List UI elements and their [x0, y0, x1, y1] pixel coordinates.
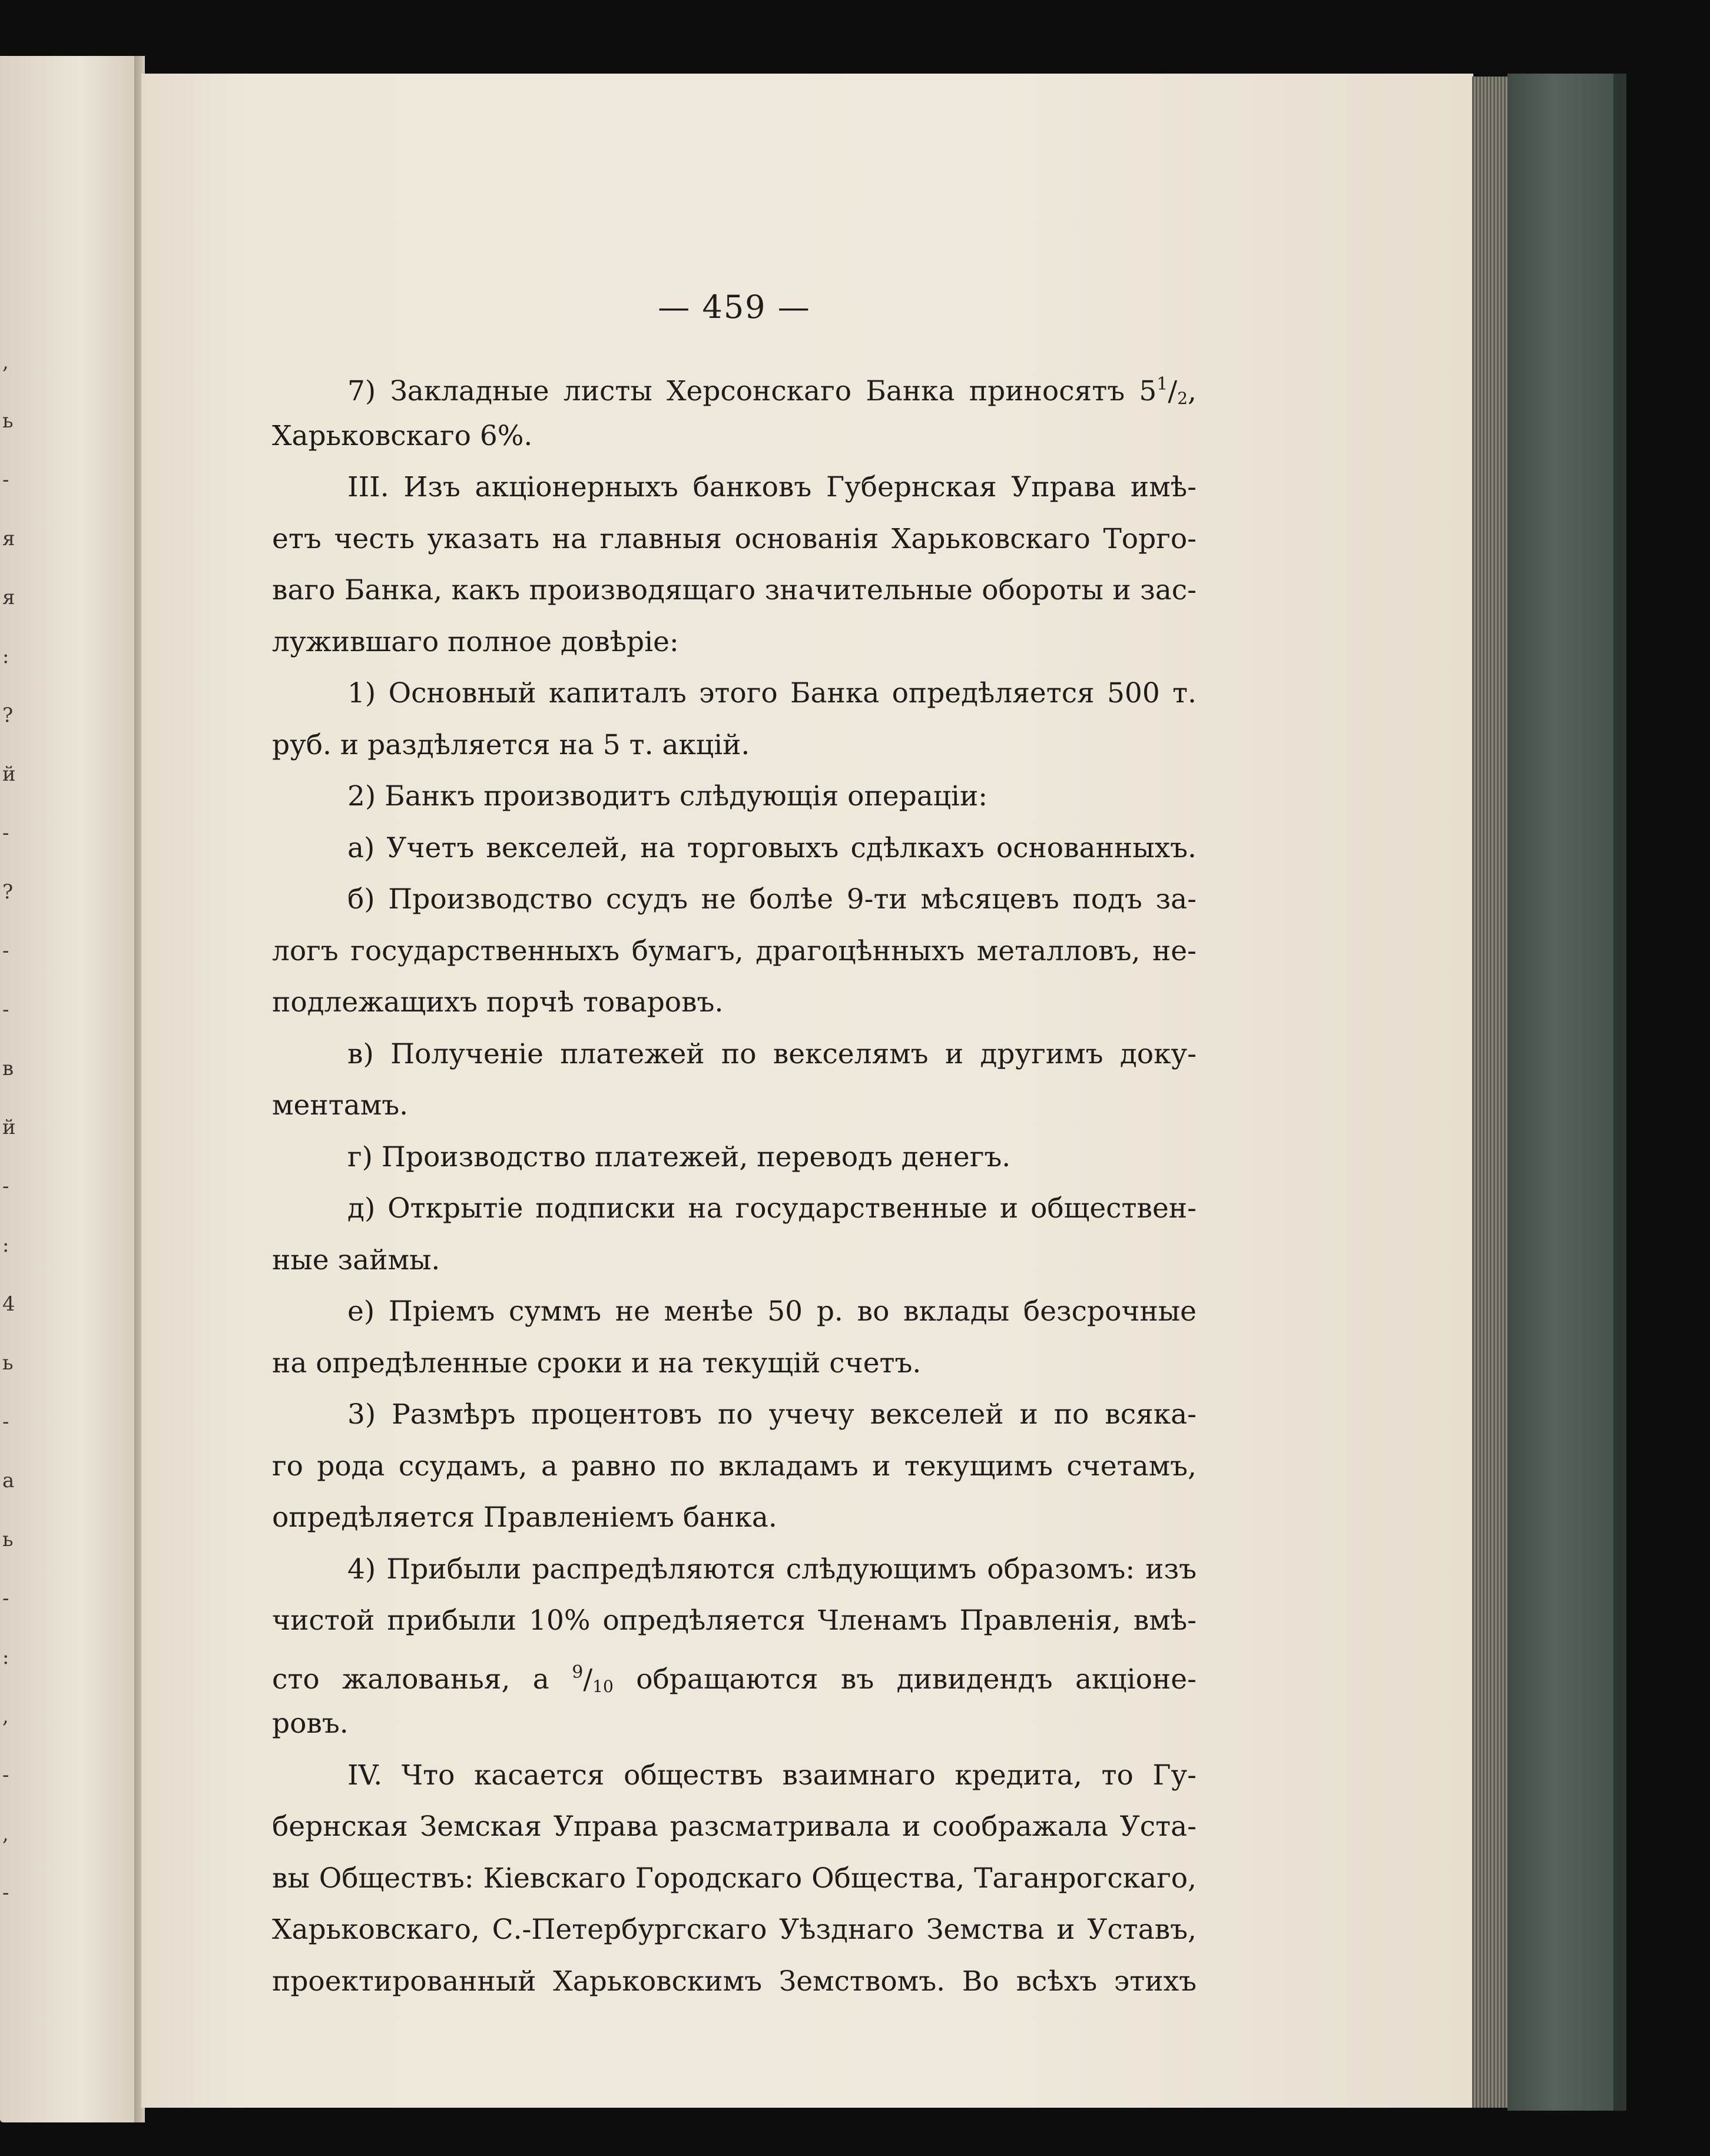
line-text: бернская Земская Управа разсматривала и соображала Уста-: [272, 1810, 1197, 1843]
left-margin-mark: -: [2, 1881, 9, 1905]
left-margin-mark: 4: [2, 1292, 15, 1316]
line-text: логъ государственныхъ бумагъ, драгоцѣнныхъ металловъ, не-: [272, 934, 1197, 967]
line-text: опредѣляется Правленіемъ банка.: [272, 1501, 777, 1534]
line-end: ,: [1188, 375, 1197, 407]
text-line: [272, 1132, 1197, 1183]
left-margin-mark: й: [2, 1116, 16, 1139]
line-text: проектированный Харьковскимъ Земствомъ. Во всѣхъ этихъ: [272, 1965, 1197, 1998]
page-text: [272, 288, 1197, 2007]
left-margin-mark: -: [2, 1410, 9, 1434]
line-text: в) Полученіе платежей по векселямъ и другимъ доку-: [347, 1037, 1197, 1070]
left-margin-mark: :: [2, 1233, 9, 1257]
left-margin-mark: ?: [2, 704, 14, 727]
line-text: 4) Прибыли распредѣляются слѣдующимъ образомъ: изъ: [347, 1553, 1197, 1586]
left-margin-marks: [0, 56, 18, 2122]
left-margin-mark: ь: [2, 409, 14, 433]
text-line: [272, 1801, 1197, 1853]
text-line: [272, 719, 1197, 771]
left-margin-mark: :: [2, 1646, 9, 1669]
left-margin-mark: :: [2, 645, 9, 668]
line-text: ные займы.: [272, 1243, 440, 1276]
line-text: 7) Закладные листы Херсонскаго Банка приносятъ 5: [347, 375, 1157, 407]
fraction-denominator: 2: [1177, 389, 1188, 408]
fraction-slash: /: [583, 1663, 593, 1696]
line-text: вы Обществъ: Кіевскаго Городскаго Общества, Таганрогскаго,: [272, 1862, 1197, 1895]
book-cover: [1507, 74, 1625, 2111]
left-margin-mark: -: [2, 468, 9, 492]
left-margin-mark: ,: [2, 1822, 9, 1846]
left-margin-mark: -: [2, 939, 9, 963]
text-line: [272, 822, 1197, 874]
line-text-after: обращаются въ дивидендъ акціоне-: [613, 1663, 1197, 1696]
line-text: III. Изъ акціонерныхъ банковъ Губернская Управа имѣ-: [347, 471, 1197, 503]
text-line: [272, 1183, 1197, 1235]
text-line: [272, 874, 1197, 926]
fraction-numerator: 9: [572, 1661, 584, 1683]
line-text: е) Пріемъ суммъ не менѣе 50 р. во вклады безсрочные: [347, 1295, 1197, 1328]
text-line: [272, 1904, 1197, 1956]
left-margin-mark: -: [2, 1763, 9, 1787]
fraction-denominator: 10: [592, 1676, 614, 1696]
text-line: [272, 1544, 1197, 1596]
left-margin-mark: в: [2, 1057, 14, 1080]
line-text: етъ честь указать на главныя основанія Харьковскаго Торго-: [272, 522, 1197, 555]
line-text: Харьковскаго, С.-Петербургскаго Уѣзднаго Земства и Уставъ,: [272, 1913, 1197, 1946]
line-text: 1) Основный капиталъ этого Банка опредѣляется 500 т.: [347, 677, 1197, 709]
line-text: а) Учетъ векселей, на торговыхъ сдѣлкахъ основанныхъ.: [347, 831, 1197, 864]
text-line: [272, 926, 1197, 977]
text-line: [272, 565, 1197, 616]
text-line: [272, 1492, 1197, 1544]
left-margin-mark: а: [2, 1469, 15, 1492]
text-line: [272, 1956, 1197, 2008]
left-page-edge: [0, 56, 134, 2122]
line-text: д) Открытіе подписки на государственные и обществен-: [347, 1192, 1197, 1225]
line-text: 3) Размѣръ процентовъ по учечу векселей и по всяка-: [347, 1398, 1197, 1431]
fraction-slash: /: [1168, 375, 1178, 407]
text-line: [272, 1698, 1197, 1750]
text-line: [272, 1750, 1197, 1802]
line-text: IV. Что касается обществъ взаимнаго кредита, то Гу-: [347, 1759, 1197, 1792]
line-text: б) Производство ссудъ не болѣе 9-ти мѣсяцевъ подъ за-: [347, 883, 1197, 916]
text-line: [272, 410, 1197, 462]
text-line: [272, 1389, 1197, 1441]
text-line: [272, 462, 1197, 513]
line-text: сто жалованья, а: [272, 1663, 549, 1696]
line-text: Харьковскаго 6%.: [272, 419, 533, 452]
text-line: [272, 668, 1197, 719]
line-text: чистой прибыли 10% опредѣляется Членамъ Правленія, вмѣ-: [272, 1604, 1197, 1637]
text-lines: [272, 359, 1197, 2007]
left-margin-mark: ,: [2, 350, 9, 374]
text-line: [272, 513, 1197, 565]
left-margin-mark: ь: [2, 1528, 14, 1551]
page-block-edge: [1472, 77, 1507, 2108]
text-line: [272, 1853, 1197, 1905]
text-line: [272, 616, 1197, 668]
line-text: руб. и раздѣляется на 5 т. акцій.: [272, 728, 750, 761]
text-line: [272, 359, 1197, 410]
left-margin-mark: -: [2, 998, 9, 1021]
text-line: [272, 1595, 1197, 1647]
left-margin-mark: -: [2, 821, 9, 845]
fraction-numerator: 1: [1156, 374, 1168, 394]
left-margin-mark: -: [2, 1587, 9, 1610]
text-line: [272, 1647, 1197, 1699]
line-text: го рода ссудамъ, а равно по вкладамъ и текущимъ счетамъ,: [272, 1450, 1197, 1482]
text-line: [272, 977, 1197, 1029]
line-text: ровъ.: [272, 1707, 349, 1740]
line-text: ментамъ.: [272, 1089, 409, 1122]
text-line: [272, 1441, 1197, 1492]
left-margin-mark: я: [2, 586, 15, 609]
line-text: лужившаго полное довѣріе:: [272, 625, 679, 658]
text-line: [272, 1286, 1197, 1338]
text-line: [272, 1029, 1197, 1080]
left-margin-mark: ь: [2, 1351, 14, 1375]
line-text: подлежащихъ порчѣ товаровъ.: [272, 986, 724, 1019]
left-margin-mark: я: [2, 527, 15, 550]
book-cover-edge: [1613, 74, 1626, 2111]
text-line: [272, 1338, 1197, 1389]
page-number: — 459 —: [658, 288, 811, 326]
left-margin-mark: й: [2, 762, 16, 786]
line-text: 2) Банкъ производитъ слѣдующія операціи:: [347, 780, 988, 812]
line-text: на опредѣленные сроки и на текущій счетъ.: [272, 1346, 922, 1379]
text-line: [272, 1235, 1197, 1286]
left-margin-mark: ,: [2, 1704, 9, 1728]
line-text: г) Производство платежей, переводъ денегъ.: [347, 1140, 1011, 1173]
line-text: ваго Банка, какъ производящаго значительные обороты и зас-: [272, 574, 1197, 606]
left-margin-mark: ?: [2, 880, 14, 904]
text-line: [272, 1080, 1197, 1132]
left-margin-mark: -: [2, 1175, 9, 1198]
text-line: [272, 771, 1197, 822]
